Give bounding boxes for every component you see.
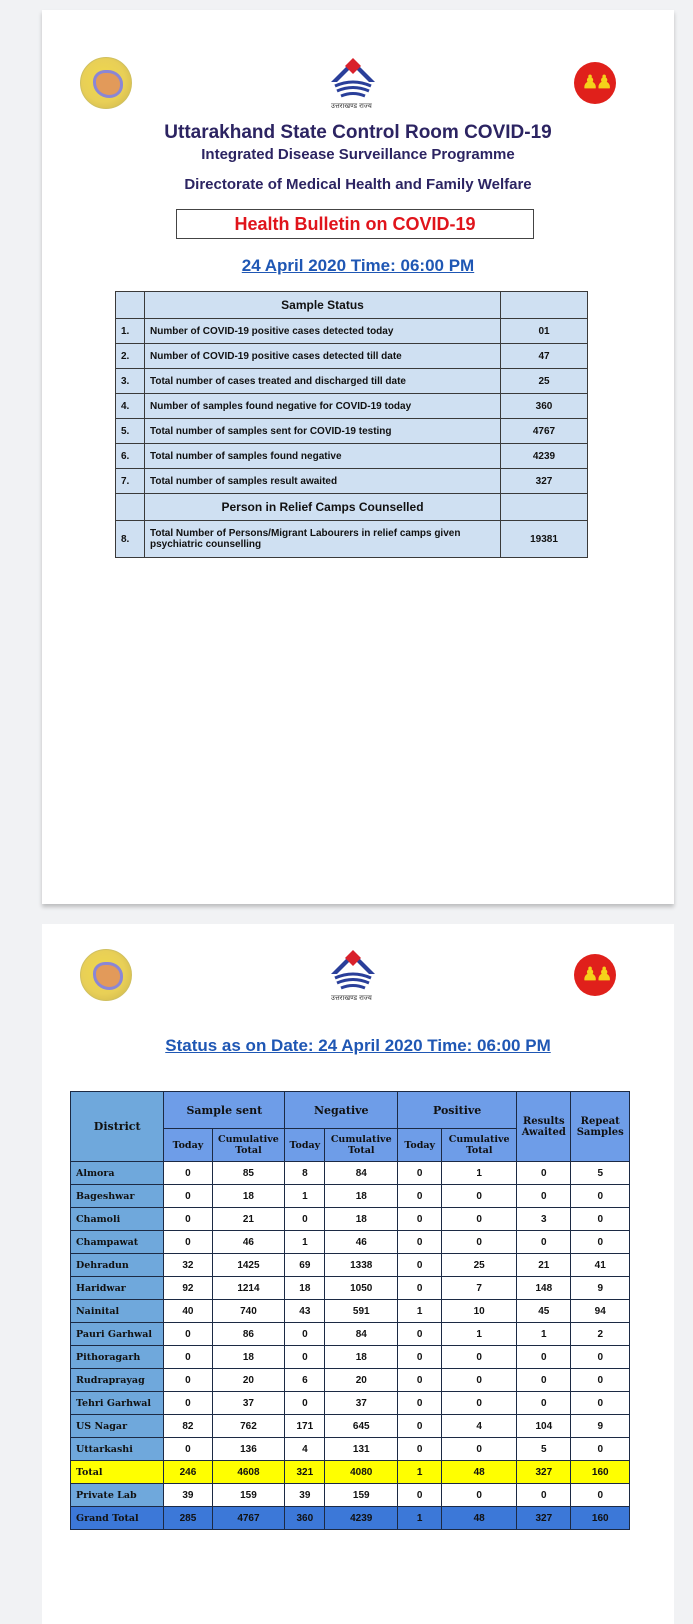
district-name: Haridwar [71,1277,164,1300]
table-row [116,394,588,419]
cell-n-today: 39 [285,1484,325,1507]
cell-repeat: 0 [571,1392,630,1415]
cell-n-cum: 84 [325,1323,398,1346]
row-value: 360 [501,394,588,419]
cell-awaited: 45 [517,1300,571,1323]
cell-n-cum: 4080 [325,1461,398,1484]
emblem-caption: उत्तराखण्ड राज्य [331,995,372,1002]
cell-repeat: 160 [571,1507,630,1530]
page-subtitle: Integrated Disease Surveillance Programme [201,146,515,163]
district-name: Bageshwar [71,1185,164,1208]
cell-p-cum: 0 [442,1185,517,1208]
cell-n-today: 1 [285,1185,325,1208]
cell-n-today: 6 [285,1369,325,1392]
row-value: 25 [501,369,588,394]
cell-n-cum: 20 [325,1369,398,1392]
district-name: Uttarkashi [71,1438,164,1461]
cell-s-cum: 1214 [212,1277,285,1300]
table-row [71,1323,630,1346]
cell-s-today: 39 [164,1484,212,1507]
table-row [116,369,588,394]
cell-p-today: 0 [398,1208,442,1231]
cell-awaited: 104 [517,1415,571,1438]
cell-p-today: 0 [398,1369,442,1392]
cell-p-today: 0 [398,1185,442,1208]
district-name: Grand Total [71,1507,164,1530]
cell-awaited: 148 [517,1277,571,1300]
cell-n-cum: 4239 [325,1507,398,1530]
nhm-logo-icon: ♟♟ [570,54,620,104]
cell-s-today: 0 [164,1231,212,1254]
row-number: 6. [116,444,145,469]
cell-s-cum: 4608 [212,1461,285,1484]
row-value: 01 [501,319,588,344]
table-row [116,319,588,344]
district-name: Chamoli [71,1208,164,1231]
cell-n-cum: 18 [325,1208,398,1231]
today-header: Today [164,1129,212,1162]
cell-s-today: 0 [164,1369,212,1392]
cell-p-today: 0 [398,1392,442,1415]
row-value: 4767 [501,419,588,444]
row-value: 47 [501,344,588,369]
table-row [71,1461,630,1484]
cell-repeat: 0 [571,1208,630,1231]
cell-awaited: 0 [517,1185,571,1208]
cell-p-today: 0 [398,1254,442,1277]
table-row [71,1369,630,1392]
cell-repeat: 0 [571,1231,630,1254]
cell-s-cum: 21 [212,1208,285,1231]
cell-s-today: 40 [164,1300,212,1323]
table-row [71,1346,630,1369]
table-row [116,444,588,469]
bulletin-page-2 [42,924,674,1624]
cell-p-cum: 0 [442,1346,517,1369]
district-name: Pauri Garhwal [71,1323,164,1346]
positive-header: Positive [398,1092,517,1129]
bulletin-title: Health Bulletin on COVID-19 [176,209,534,239]
row-value: 327 [501,469,588,494]
cell-repeat: 0 [571,1346,630,1369]
cell-s-cum: 85 [212,1162,285,1185]
table-row [116,469,588,494]
idsp-logo-icon [80,949,132,1001]
district-name: Almora [71,1162,164,1185]
row-label: Number of samples found negative for COVID-19 today [145,394,501,419]
district-name: Total [71,1461,164,1484]
cumulative-header: Cumulative Total [212,1129,285,1162]
cell-n-today: 0 [285,1346,325,1369]
cell-p-cum: 0 [442,1438,517,1461]
cell-n-cum: 46 [325,1231,398,1254]
table-row [71,1484,630,1507]
row-number: 4. [116,394,145,419]
cell-p-today: 0 [398,1346,442,1369]
cell-awaited: 21 [517,1254,571,1277]
district-name: Rudraprayag [71,1369,164,1392]
table-row [71,1277,630,1300]
cell-s-today: 0 [164,1346,212,1369]
cell-p-today: 0 [398,1323,442,1346]
cell-s-cum: 18 [212,1346,285,1369]
cell-s-cum: 740 [212,1300,285,1323]
cell-n-cum: 37 [325,1392,398,1415]
cell-s-today: 0 [164,1323,212,1346]
cell-n-today: 321 [285,1461,325,1484]
cell-repeat: 9 [571,1415,630,1438]
cell-n-today: 4 [285,1438,325,1461]
district-header: District [71,1092,164,1162]
row-label: Number of COVID-19 positive cases detected today [145,319,501,344]
cell-awaited: 1 [517,1323,571,1346]
cell-s-cum: 37 [212,1392,285,1415]
cell-p-cum: 10 [442,1300,517,1323]
table-row [71,1438,630,1461]
cell-p-today: 1 [398,1461,442,1484]
cell-n-today: 0 [285,1208,325,1231]
district-name: Private Lab [71,1484,164,1507]
cell-n-today: 0 [285,1323,325,1346]
cell-n-cum: 131 [325,1438,398,1461]
cell-p-cum: 1 [442,1162,517,1185]
cell-s-cum: 4767 [212,1507,285,1530]
row-label: Total number of samples found negative [145,444,501,469]
uttarakhand-emblem-icon [325,948,381,1004]
row-label: Total number of cases treated and discharged till date [145,369,501,394]
table-row [71,1300,630,1323]
cell-n-cum: 1050 [325,1277,398,1300]
cell-s-cum: 46 [212,1231,285,1254]
row-label: Total number of samples result awaited [145,469,501,494]
table-row [71,1254,630,1277]
relief-header-row [116,494,588,521]
cell-p-cum: 48 [442,1507,517,1530]
district-name: Dehradun [71,1254,164,1277]
table-row [71,1415,630,1438]
district-name: US Nagar [71,1415,164,1438]
row-number: 5. [116,419,145,444]
cell-n-today: 18 [285,1277,325,1300]
page-title: Uttarakhand State Control Room COVID-19 [164,122,552,143]
cell-p-cum: 0 [442,1484,517,1507]
row-value: 19381 [501,521,588,558]
cell-n-today: 171 [285,1415,325,1438]
cell-p-cum: 1 [442,1323,517,1346]
cell-p-cum: 25 [442,1254,517,1277]
row-label: Total Number of Persons/Migrant Labourers in relief camps given psychiatric counselling [145,521,501,558]
row-number: 8. [116,521,145,558]
cell-awaited: 327 [517,1507,571,1530]
cell-s-today: 0 [164,1185,212,1208]
cell-awaited: 0 [517,1484,571,1507]
row-number: 3. [116,369,145,394]
cell-p-today: 0 [398,1415,442,1438]
table-row [71,1392,630,1415]
row-value: 4239 [501,444,588,469]
cell-p-cum: 0 [442,1392,517,1415]
cell-n-today: 0 [285,1392,325,1415]
cell-s-today: 92 [164,1277,212,1300]
row-number: 1. [116,319,145,344]
idsp-logo-icon [80,57,132,109]
uttarakhand-emblem-icon [325,56,381,112]
cell-s-today: 0 [164,1162,212,1185]
directorate-title: Directorate of Medical Health and Family Welfare [184,176,532,193]
cell-p-today: 0 [398,1484,442,1507]
cell-s-today: 0 [164,1208,212,1231]
cell-awaited: 5 [517,1438,571,1461]
cell-p-today: 1 [398,1507,442,1530]
cell-repeat: 0 [571,1438,630,1461]
bulletin-date: 24 April 2020 Time: 06:00 PM [241,256,475,275]
district-status-table [70,1091,630,1530]
today-header: Today [398,1129,442,1162]
cell-repeat: 2 [571,1323,630,1346]
cell-s-cum: 20 [212,1369,285,1392]
cell-s-today: 0 [164,1438,212,1461]
cumulative-header: Cumulative Total [442,1129,517,1162]
cell-s-today: 32 [164,1254,212,1277]
cell-n-today: 360 [285,1507,325,1530]
cell-s-cum: 159 [212,1484,285,1507]
results-awaited-header: Results Awaited [517,1092,571,1162]
table-row [71,1162,630,1185]
cell-awaited: 0 [517,1346,571,1369]
cell-p-cum: 48 [442,1461,517,1484]
cell-n-cum: 18 [325,1185,398,1208]
cell-awaited: 0 [517,1162,571,1185]
cell-repeat: 94 [571,1300,630,1323]
sample-status-table [115,291,588,558]
cell-n-cum: 591 [325,1300,398,1323]
row-label: Total number of samples sent for COVID-19 testing [145,419,501,444]
cell-p-cum: 4 [442,1415,517,1438]
relief-camps-header: Person in Relief Camps Counselled [145,494,501,521]
cell-p-cum: 0 [442,1231,517,1254]
emblem-caption: उत्तराखण्ड राज्य [331,103,372,110]
cell-s-cum: 762 [212,1415,285,1438]
row-number: 2. [116,344,145,369]
table-row [71,1208,630,1231]
cell-s-cum: 86 [212,1323,285,1346]
negative-header: Negative [285,1092,398,1129]
cell-n-today: 1 [285,1231,325,1254]
cell-n-cum: 84 [325,1162,398,1185]
cell-repeat: 5 [571,1162,630,1185]
nhm-logo-icon: ♟♟ [570,946,620,996]
cell-s-today: 0 [164,1392,212,1415]
table-row [116,419,588,444]
district-name: Tehri Garhwal [71,1392,164,1415]
table-row [71,1231,630,1254]
table-row [116,344,588,369]
cell-n-cum: 159 [325,1484,398,1507]
sample-sent-header: Sample sent [164,1092,285,1129]
cell-s-today: 285 [164,1507,212,1530]
cell-awaited: 0 [517,1392,571,1415]
cell-p-today: 0 [398,1438,442,1461]
row-number: 7. [116,469,145,494]
cell-p-today: 0 [398,1277,442,1300]
cell-p-today: 0 [398,1231,442,1254]
status-date-title: Status as on Date: 24 April 2020 Time: 06:00 PM [165,1036,551,1055]
cell-p-cum: 0 [442,1208,517,1231]
district-name: Champawat [71,1231,164,1254]
district-name: Nainital [71,1300,164,1323]
cell-s-cum: 1425 [212,1254,285,1277]
cell-repeat: 0 [571,1369,630,1392]
cell-repeat: 41 [571,1254,630,1277]
table-row [116,521,588,558]
row-label: Number of COVID-19 positive cases detected till date [145,344,501,369]
today-header: Today [285,1129,325,1162]
bulletin-page-1 [42,10,674,904]
cell-n-cum: 18 [325,1346,398,1369]
cell-s-today: 82 [164,1415,212,1438]
cell-awaited: 327 [517,1461,571,1484]
cell-s-cum: 136 [212,1438,285,1461]
sample-status-header: Sample Status [145,292,501,319]
cell-n-today: 69 [285,1254,325,1277]
cell-n-today: 43 [285,1300,325,1323]
cell-p-cum: 0 [442,1369,517,1392]
table-row [71,1507,630,1530]
repeat-samples-header: Repeat Samples [571,1092,630,1162]
cell-n-cum: 645 [325,1415,398,1438]
table-header-row [116,292,588,319]
cell-repeat: 9 [571,1277,630,1300]
cumulative-header: Cumulative Total [325,1129,398,1162]
cell-s-today: 246 [164,1461,212,1484]
cell-p-today: 1 [398,1300,442,1323]
cell-n-today: 8 [285,1162,325,1185]
table-row [71,1185,630,1208]
cell-p-today: 0 [398,1162,442,1185]
cell-awaited: 3 [517,1208,571,1231]
cell-awaited: 0 [517,1369,571,1392]
cell-repeat: 0 [571,1484,630,1507]
cell-awaited: 0 [517,1231,571,1254]
cell-repeat: 0 [571,1185,630,1208]
cell-p-cum: 7 [442,1277,517,1300]
cell-repeat: 160 [571,1461,630,1484]
cell-n-cum: 1338 [325,1254,398,1277]
district-name: Pithoragarh [71,1346,164,1369]
cell-s-cum: 18 [212,1185,285,1208]
